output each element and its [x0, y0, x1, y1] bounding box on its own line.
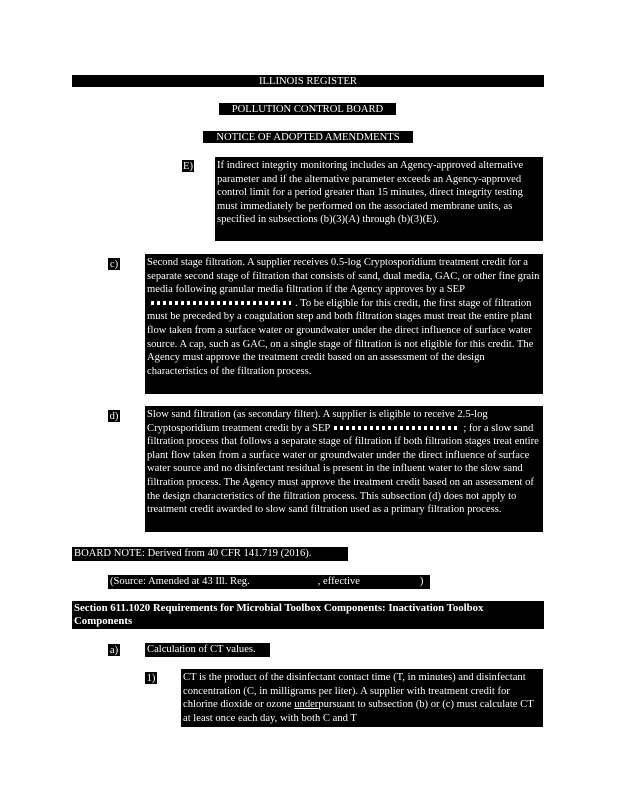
item-a-heading: Calculation of CT values.: [145, 643, 270, 657]
item-1-paragraph: CT is the product of the disinfectant contact time (T, in minutes) and disinfectant concentration (C, in milligrams per liter). A supplier with treatment credit for chlorine dioxide or ozone underpursuant to subsection (b) or (c) must calculate CT at least once each day, with both C and T: [181, 669, 543, 727]
item-c-paragraph: Second stage filtration. A supplier receives 0.5-log Cryptosporidium treatment credit for a separate second stage of filtration that consists of sand, dual media, GAC, or other fine grain media following granular media filtration if the Agency approves by a SEP. To be eligible for this credit, the first stage of filtration must be preceded by a coagulation step and both filtration stages must treat the entire plant flow taken from a surface water or groundwater under the direct influence of surface water source. A cap, such as GAC, on a single stage of filtration is not eligible for this credit. The Agency must approve the treatment credit based on an assessment of the design characteristics of the filtration process.: [145, 254, 543, 394]
section-heading: Section 611.1020 Requirements for Microbial Toolbox Components: Inactivation Toolbox Components: [72, 601, 544, 629]
source-line: (Source: Amended at 43 Ill. Reg. , effective ): [108, 575, 430, 589]
item-c-label: c): [109, 259, 119, 270]
redacted-date: [151, 301, 291, 305]
item-d-paragraph: Slow sand filtration (as secondary filter). A supplier is eligible to receive 2.5-log Cryptosporidium treatment credit by a SEP ; for a slow sand filtration process that follows a separate stage of filtration if both filtration stages treat entire plant flow taken from a surface water or groundwater under the direct influence of surface water source and no disinfectant residual is present in the influent water to the slow sand filtration process. The Agency must approve the treatment credit based on an assessment of the design characteristics of the filtration process. This subsection (d) does not apply to treatment credit awarded to slow sand filtration used as a primary filtration process.: [145, 406, 543, 532]
redacted-date: [334, 426, 459, 430]
register-title: ILLINOIS REGISTER: [259, 76, 357, 87]
item-e-paragraph: If indirect integrity monitoring includes an Agency-approved alternative parameter and if the alternative parameter exceeds an Agency-approved control limit for a period greater than 15 minutes, direct integrity testing must immediately be performed on the associated membrane units, as specified in subsections (b)(3)(A) through (b)(3)(E).: [215, 157, 543, 241]
item-1-label: 1): [146, 673, 156, 684]
notice-header: NOTICE OF ADOPTED AMENDMENTS: [203, 131, 413, 143]
board-header: POLLUTION CONTROL BOARD: [219, 103, 396, 115]
board-note: BOARD NOTE: Derived from 40 CFR 141.719 (2016).: [72, 547, 348, 561]
item-e-label: E): [183, 161, 193, 172]
item-d-label: d): [109, 411, 119, 422]
register-header: [72, 75, 544, 87]
item-a-label: a): [109, 645, 119, 656]
